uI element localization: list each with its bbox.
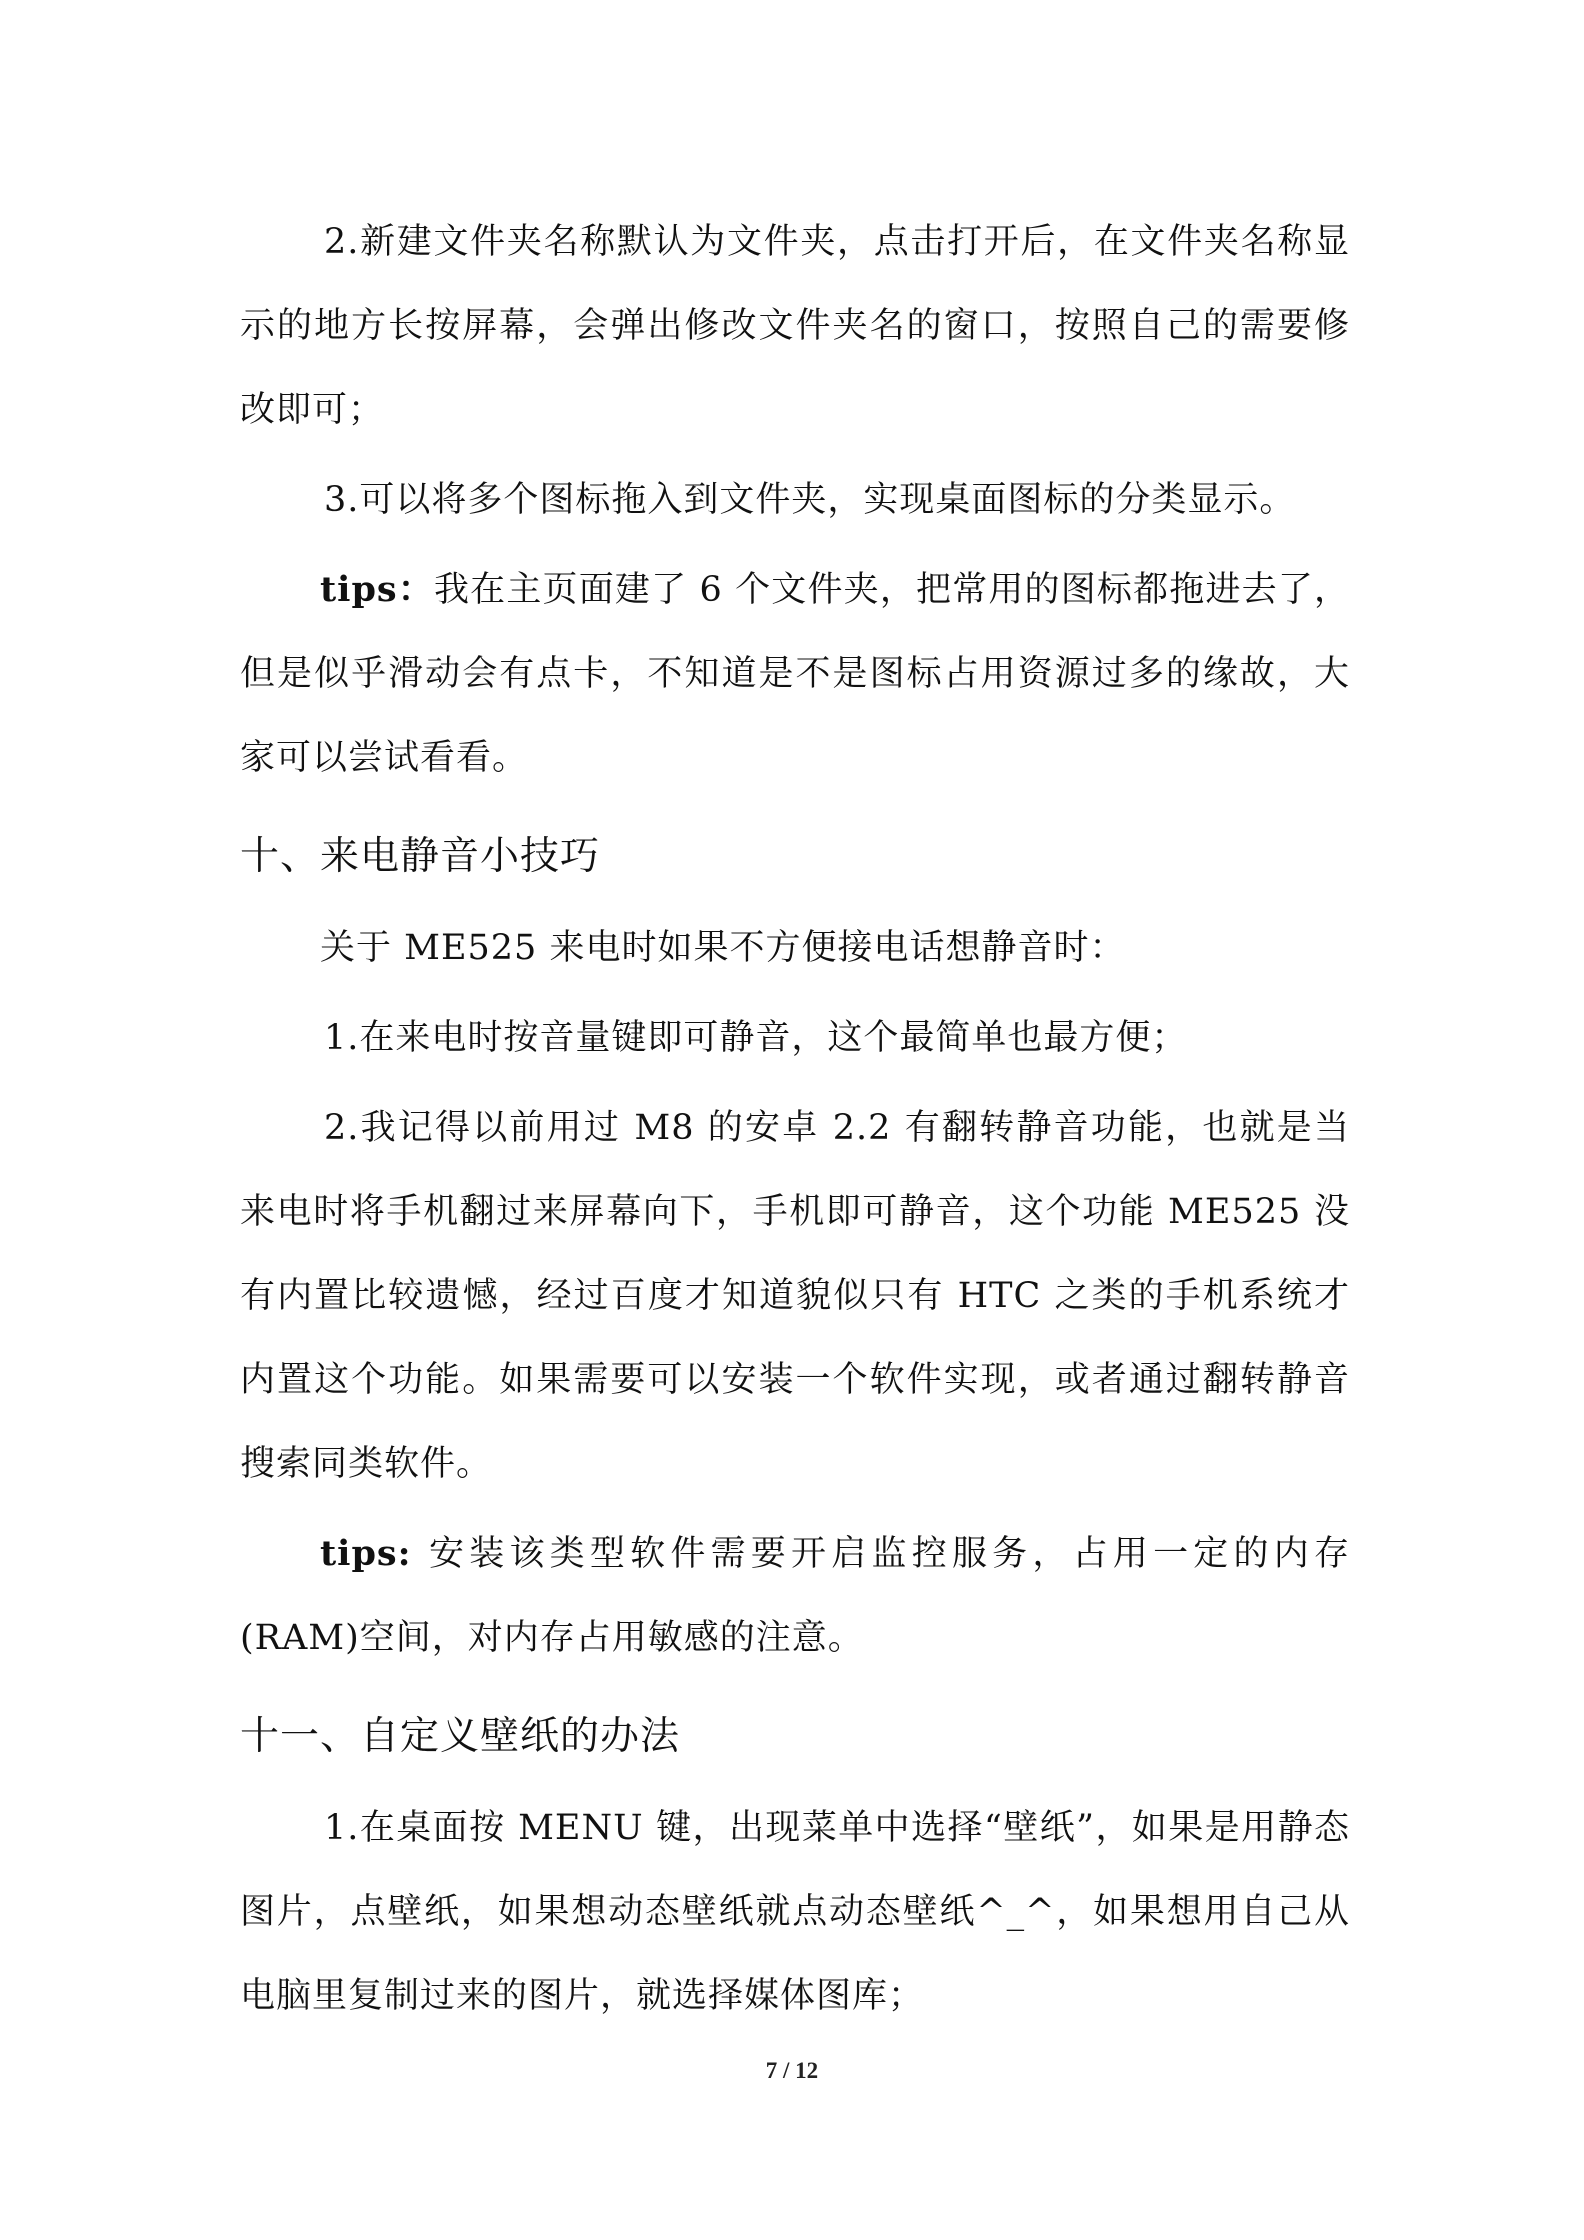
paragraph-mute-volume: 1.在来电时按音量键即可静音，这个最简单也最方便； xyxy=(324,1018,1188,1058)
page-content xyxy=(240,200,1350,2044)
tips-mute xyxy=(240,1512,1350,1680)
section-heading-mute: 十、来电静音小技巧 xyxy=(240,834,601,879)
paragraph-mute-flip: 2.我记得以前用过 M8 的安卓 2.2 有翻转静音功能，也就是当来电时将手机翻过来屏幕向下，手机即可静音，这个功能 ME525 没有内置比较遗憾，经过百度才知道貌似只有 HTC 之类的手机系统才内置这个功能。如果需要可以安装一个软件实现，或者通过翻转静音搜索同类软件。 xyxy=(240,1108,1350,1484)
paragraph-folder-drag: 3.可以将多个图标拖入到文件夹，实现桌面图标的分类显示。 xyxy=(324,480,1296,520)
tips-text: 我在主页面建了 6 个文件夹，把常用的图标都拖进去了，但是似乎滑动会有点卡，不知道是不是图标占用资源过多的缘故，大家可以尝试看看。 xyxy=(240,570,1350,778)
section-heading-wallpaper: 十一、自定义壁纸的办法 xyxy=(240,1714,681,1759)
paragraph-mute-intro: 关于 ME525 来电时如果不方便接电话想静音时： xyxy=(320,928,1126,968)
paragraph-wallpaper-menu: 1.在桌面按 MENU 键，出现菜单中选择“壁纸”，如果是用静态图片，点壁纸，如果想动态壁纸就点动态壁纸^_^，如果想用自己从电脑里复制过来的图片，就选择媒体图库； xyxy=(240,1808,1350,2016)
page-number: 7 / 12 xyxy=(765,2058,819,2083)
tips-label: tips: xyxy=(320,1533,429,1574)
tips-text: 安装该类型软件需要开启监控服务，占用一定的内存(RAM)空间，对内存占用敏感的注意。 xyxy=(240,1534,1350,1658)
paragraph-folder-rename: 2.新建文件夹名称默认为文件夹，点击打开后，在文件夹名称显示的地方长按屏幕，会弹出修改文件夹名的窗口，按照自己的需要修改即可； xyxy=(240,222,1350,430)
tips-label: tips： xyxy=(320,569,434,610)
tips-folder xyxy=(240,548,1350,800)
